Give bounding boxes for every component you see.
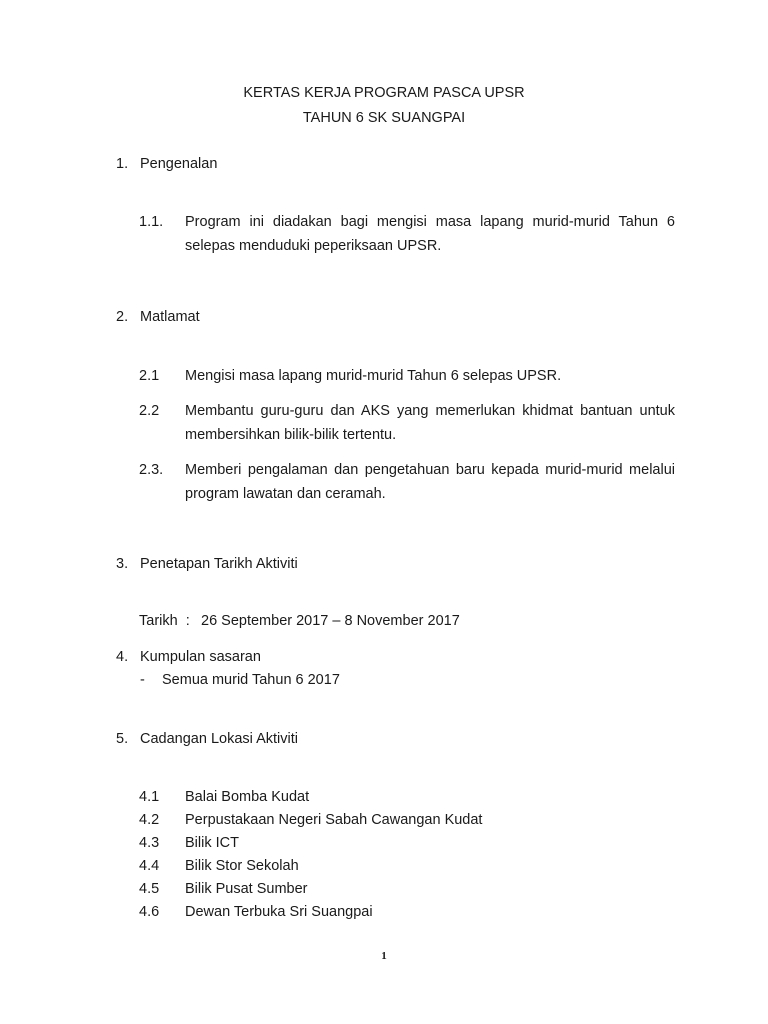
paragraph-1-1 <box>185 210 675 258</box>
paragraph-line: Mengisi masa lapang murid-murid Tahun 6 selepas UPSR. <box>185 368 562 384</box>
date-label: Tarikh : <box>139 613 190 629</box>
paragraph-line: membersihkan bilik-bilik tertentu. <box>185 427 397 443</box>
item-number: 2.2 <box>139 403 160 419</box>
date-value: 26 September 2017 – 8 November 2017 <box>201 613 460 629</box>
paragraph-line: selepas menduduki peperiksaan UPSR. <box>185 238 442 254</box>
location-number: 4.1 <box>139 789 160 805</box>
section-title: Kumpulan sasaran <box>140 649 261 665</box>
paragraph-2-2 <box>185 399 675 447</box>
section-2-heading <box>116 309 200 325</box>
document-title: KERTAS KERJA PROGRAM PASCA UPSR <box>243 85 525 101</box>
page-number: 1 <box>381 950 387 962</box>
item-number: 2.1 <box>139 368 160 384</box>
section-number: 3. <box>116 556 129 572</box>
paragraph-line: Program ini diadakan bagi mengisi masa lapang murid-murid Tahun 6 <box>185 214 675 230</box>
section-4-heading <box>116 649 261 665</box>
location-item: Bilik Pusat Sumber <box>185 881 308 897</box>
section-number: 4. <box>116 649 129 665</box>
target-group-item: Semua murid Tahun 6 2017 <box>162 672 340 688</box>
paragraph-line: program lawatan dan ceramah. <box>185 486 386 502</box>
location-number: 4.5 <box>139 881 160 897</box>
section-5-heading <box>116 731 298 747</box>
paragraph-2-1 <box>185 364 675 388</box>
item-number: 1.1. <box>139 214 164 230</box>
location-number: 4.3 <box>139 835 160 851</box>
section-3-heading <box>116 556 298 572</box>
section-title: Matlamat <box>140 309 200 325</box>
paragraph-line: Membantu guru-guru dan AKS yang memerlukan khidmat bantuan untuk <box>185 403 675 419</box>
location-item: Dewan Terbuka Sri Suangpai <box>185 904 373 920</box>
location-number: 4.4 <box>139 858 160 874</box>
section-number: 2. <box>116 309 129 325</box>
location-item: Balai Bomba Kudat <box>185 789 310 805</box>
location-number: 4.2 <box>139 812 160 828</box>
section-number: 5. <box>116 731 129 747</box>
bullet-marker: - <box>140 672 145 688</box>
section-1-heading <box>116 156 217 172</box>
document-subtitle: TAHUN 6 SK SUANGPAI <box>302 110 466 126</box>
location-item: Perpustakaan Negeri Sabah Cawangan Kudat <box>185 812 483 828</box>
section-title: Pengenalan <box>140 156 218 172</box>
paragraph-line: Memberi pengalaman dan pengetahuan baru kepada murid-murid melalui <box>185 462 675 478</box>
location-item: Bilik Stor Sekolah <box>185 858 299 874</box>
paragraph-2-3 <box>185 458 675 506</box>
section-title: Cadangan Lokasi Aktiviti <box>140 731 298 747</box>
location-number: 4.6 <box>139 904 160 920</box>
section-number: 1. <box>116 156 129 172</box>
section-title: Penetapan Tarikh Aktiviti <box>140 556 298 572</box>
item-number: 2.3. <box>139 462 164 478</box>
location-item: Bilik ICT <box>185 835 239 851</box>
